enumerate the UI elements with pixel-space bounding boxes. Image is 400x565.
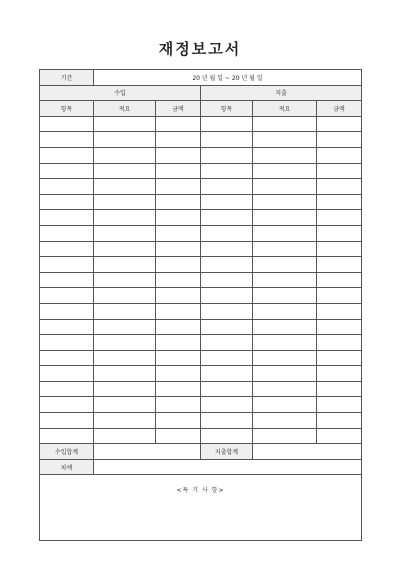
expense-summary-cell[interactable] (253, 257, 317, 273)
income-item-cell[interactable] (40, 397, 94, 413)
expense-item-cell[interactable] (201, 147, 253, 163)
period-row (40, 70, 362, 86)
expense-total-value[interactable] (253, 444, 362, 460)
income-item-cell[interactable] (40, 194, 94, 210)
income-item-cell[interactable] (40, 303, 94, 319)
income-item-cell[interactable] (40, 147, 94, 163)
expense-amount-cell[interactable] (317, 319, 362, 335)
income-item-cell[interactable] (40, 335, 94, 351)
section-header-row (40, 85, 362, 101)
expense-amount-cell[interactable] (317, 132, 362, 148)
income-item-cell[interactable] (40, 116, 94, 132)
expense-amount-cell[interactable] (317, 397, 362, 413)
income-summary-cell[interactable] (94, 303, 156, 319)
income-amount-cell[interactable] (156, 241, 201, 257)
income-amount-cell[interactable] (156, 116, 201, 132)
income-summary-cell[interactable] (94, 241, 156, 257)
period-label: 기간 (40, 70, 94, 86)
income-summary-cell[interactable] (94, 428, 156, 444)
expense-item-cell[interactable] (201, 428, 253, 444)
expense-amount-cell[interactable] (317, 303, 362, 319)
expense-amount-cell[interactable] (317, 413, 362, 429)
entry-row (40, 428, 362, 444)
income-item-cell[interactable] (40, 428, 94, 444)
expense-summary-cell[interactable] (253, 319, 317, 335)
income-total-value[interactable] (94, 444, 201, 460)
entry-row (40, 179, 362, 195)
income-summary-cell[interactable] (94, 132, 156, 148)
balance-row (40, 459, 362, 475)
income-amount-cell[interactable] (156, 132, 201, 148)
expense-summary-cell[interactable] (253, 303, 317, 319)
income-item-cell[interactable] (40, 381, 94, 397)
expense-summary-cell[interactable] (253, 210, 317, 226)
expense-item-cell[interactable] (201, 350, 253, 366)
expense-item-cell[interactable] (201, 319, 253, 335)
entry-row (40, 194, 362, 210)
expense-amount-cell[interactable] (317, 428, 362, 444)
expense-summary-cell[interactable] (253, 272, 317, 288)
income-summary-cell[interactable] (94, 194, 156, 210)
expense-summary-cell[interactable] (253, 288, 317, 304)
expense-item-cell[interactable] (201, 413, 253, 429)
income-summary-cell[interactable] (94, 210, 156, 226)
income-summary-cell[interactable] (94, 116, 156, 132)
income-summary-cell[interactable] (94, 335, 156, 351)
income-item-cell[interactable] (40, 241, 94, 257)
income-item-cell[interactable] (40, 272, 94, 288)
expense-summary-cell[interactable] (253, 366, 317, 382)
income-summary-cell[interactable] (94, 319, 156, 335)
income-item-cell[interactable] (40, 163, 94, 179)
income-section-header: 수입 (40, 85, 201, 101)
entry-row (40, 288, 362, 304)
income-amount-cell[interactable] (156, 225, 201, 241)
expense-amount-cell[interactable] (317, 225, 362, 241)
income-summary-cell[interactable] (94, 257, 156, 273)
entry-row (40, 132, 362, 148)
income-item-cell[interactable] (40, 319, 94, 335)
report-title: 재정보고서 (158, 40, 242, 58)
expense-item-cell[interactable] (201, 366, 253, 382)
expense-item-header: 항목 (201, 101, 253, 117)
expense-amount-cell[interactable] (317, 272, 362, 288)
expense-item-cell[interactable] (201, 397, 253, 413)
totals-row (40, 444, 362, 460)
expense-section-header: 지출 (201, 85, 362, 101)
expense-summary-cell[interactable] (253, 335, 317, 351)
entry-row (40, 257, 362, 273)
income-summary-cell[interactable] (94, 163, 156, 179)
income-total-label: 수입합계 (40, 444, 94, 460)
entry-row (40, 272, 362, 288)
income-summary-cell[interactable] (94, 147, 156, 163)
expense-total-label: 지출합계 (201, 444, 253, 460)
expense-amount-cell[interactable] (317, 350, 362, 366)
entry-row (40, 366, 362, 382)
income-amount-cell[interactable] (156, 147, 201, 163)
income-amount-cell[interactable] (156, 319, 201, 335)
income-amount-cell[interactable] (156, 397, 201, 413)
income-item-cell[interactable] (40, 179, 94, 195)
expense-amount-cell[interactable] (317, 288, 362, 304)
income-item-cell[interactable] (40, 257, 94, 273)
expense-amount-cell[interactable] (317, 366, 362, 382)
income-amount-cell[interactable] (156, 288, 201, 304)
period-value[interactable]: 20 년 월 일 ~ 20 년 월 일 (94, 70, 362, 86)
entry-row (40, 397, 362, 413)
expense-summary-cell[interactable] (253, 241, 317, 257)
income-amount-cell[interactable] (156, 210, 201, 226)
balance-label: 차액 (40, 459, 94, 475)
entry-row (40, 241, 362, 257)
expense-amount-header: 금액 (317, 101, 362, 117)
entry-row (40, 116, 362, 132)
income-amount-header: 금액 (156, 101, 201, 117)
expense-summary-cell[interactable] (253, 381, 317, 397)
income-item-header: 항목 (40, 101, 94, 117)
expense-summary-cell[interactable] (253, 116, 317, 132)
entry-row (40, 303, 362, 319)
expense-summary-cell[interactable] (253, 225, 317, 241)
income-amount-cell[interactable] (156, 257, 201, 273)
income-summary-cell[interactable] (94, 397, 156, 413)
entry-row (40, 147, 362, 163)
expense-item-cell[interactable] (201, 303, 253, 319)
expense-summary-cell[interactable] (253, 147, 317, 163)
income-item-cell[interactable] (40, 288, 94, 304)
entry-row (40, 381, 362, 397)
entry-row (40, 335, 362, 351)
expense-amount-cell[interactable] (317, 116, 362, 132)
income-item-cell[interactable] (40, 225, 94, 241)
income-summary-cell[interactable] (94, 288, 156, 304)
entry-row (40, 163, 362, 179)
entry-row (40, 413, 362, 429)
expense-item-cell[interactable] (201, 381, 253, 397)
income-summary-cell[interactable] (94, 272, 156, 288)
income-amount-cell[interactable] (156, 163, 201, 179)
expense-amount-cell[interactable] (317, 194, 362, 210)
expense-amount-cell[interactable] (317, 381, 362, 397)
income-item-cell[interactable] (40, 210, 94, 226)
entry-row (40, 210, 362, 226)
income-summary-header: 적요 (94, 101, 156, 117)
expense-item-cell[interactable] (201, 288, 253, 304)
income-summary-cell[interactable] (94, 225, 156, 241)
expense-item-cell[interactable] (201, 194, 253, 210)
expense-item-cell[interactable] (201, 179, 253, 195)
income-amount-cell[interactable] (156, 413, 201, 429)
entry-row (40, 225, 362, 241)
special-notes-area[interactable]: <특 기 사 항> (40, 475, 362, 541)
income-item-cell[interactable] (40, 132, 94, 148)
expense-amount-cell[interactable] (317, 241, 362, 257)
income-amount-cell[interactable] (156, 350, 201, 366)
expense-amount-cell[interactable] (317, 335, 362, 351)
income-summary-cell[interactable] (94, 179, 156, 195)
expense-item-cell[interactable] (201, 225, 253, 241)
entry-row (40, 350, 362, 366)
expense-summary-cell[interactable] (253, 350, 317, 366)
income-amount-cell[interactable] (156, 335, 201, 351)
income-amount-cell[interactable] (156, 194, 201, 210)
expense-item-cell[interactable] (201, 132, 253, 148)
expense-item-cell[interactable] (201, 116, 253, 132)
notes-row (40, 475, 362, 541)
expense-summary-cell[interactable] (253, 397, 317, 413)
expense-amount-cell[interactable] (317, 147, 362, 163)
expense-item-cell[interactable] (201, 163, 253, 179)
expense-amount-cell[interactable] (317, 179, 362, 195)
expense-amount-cell[interactable] (317, 210, 362, 226)
column-header-row (40, 101, 362, 117)
income-amount-cell[interactable] (156, 381, 201, 397)
expense-item-cell[interactable] (201, 257, 253, 273)
expense-summary-cell[interactable] (253, 163, 317, 179)
income-amount-cell[interactable] (156, 272, 201, 288)
expense-item-cell[interactable] (201, 210, 253, 226)
entry-row (40, 319, 362, 335)
financial-report-table (39, 69, 362, 541)
income-amount-cell[interactable] (156, 428, 201, 444)
expense-summary-header: 적요 (253, 101, 317, 117)
income-summary-cell[interactable] (94, 366, 156, 382)
expense-summary-cell[interactable] (253, 413, 317, 429)
income-summary-cell[interactable] (94, 413, 156, 429)
expense-summary-cell[interactable] (253, 194, 317, 210)
income-item-cell[interactable] (40, 350, 94, 366)
expense-item-cell[interactable] (201, 272, 253, 288)
expense-amount-cell[interactable] (317, 257, 362, 273)
income-summary-cell[interactable] (94, 381, 156, 397)
income-amount-cell[interactable] (156, 179, 201, 195)
expense-summary-cell[interactable] (253, 179, 317, 195)
income-item-cell[interactable] (40, 413, 94, 429)
income-item-cell[interactable] (40, 366, 94, 382)
income-summary-cell[interactable] (94, 350, 156, 366)
expense-amount-cell[interactable] (317, 163, 362, 179)
expense-item-cell[interactable] (201, 241, 253, 257)
balance-value[interactable] (94, 459, 362, 475)
income-amount-cell[interactable] (156, 303, 201, 319)
expense-summary-cell[interactable] (253, 132, 317, 148)
expense-item-cell[interactable] (201, 335, 253, 351)
income-amount-cell[interactable] (156, 366, 201, 382)
expense-summary-cell[interactable] (253, 428, 317, 444)
